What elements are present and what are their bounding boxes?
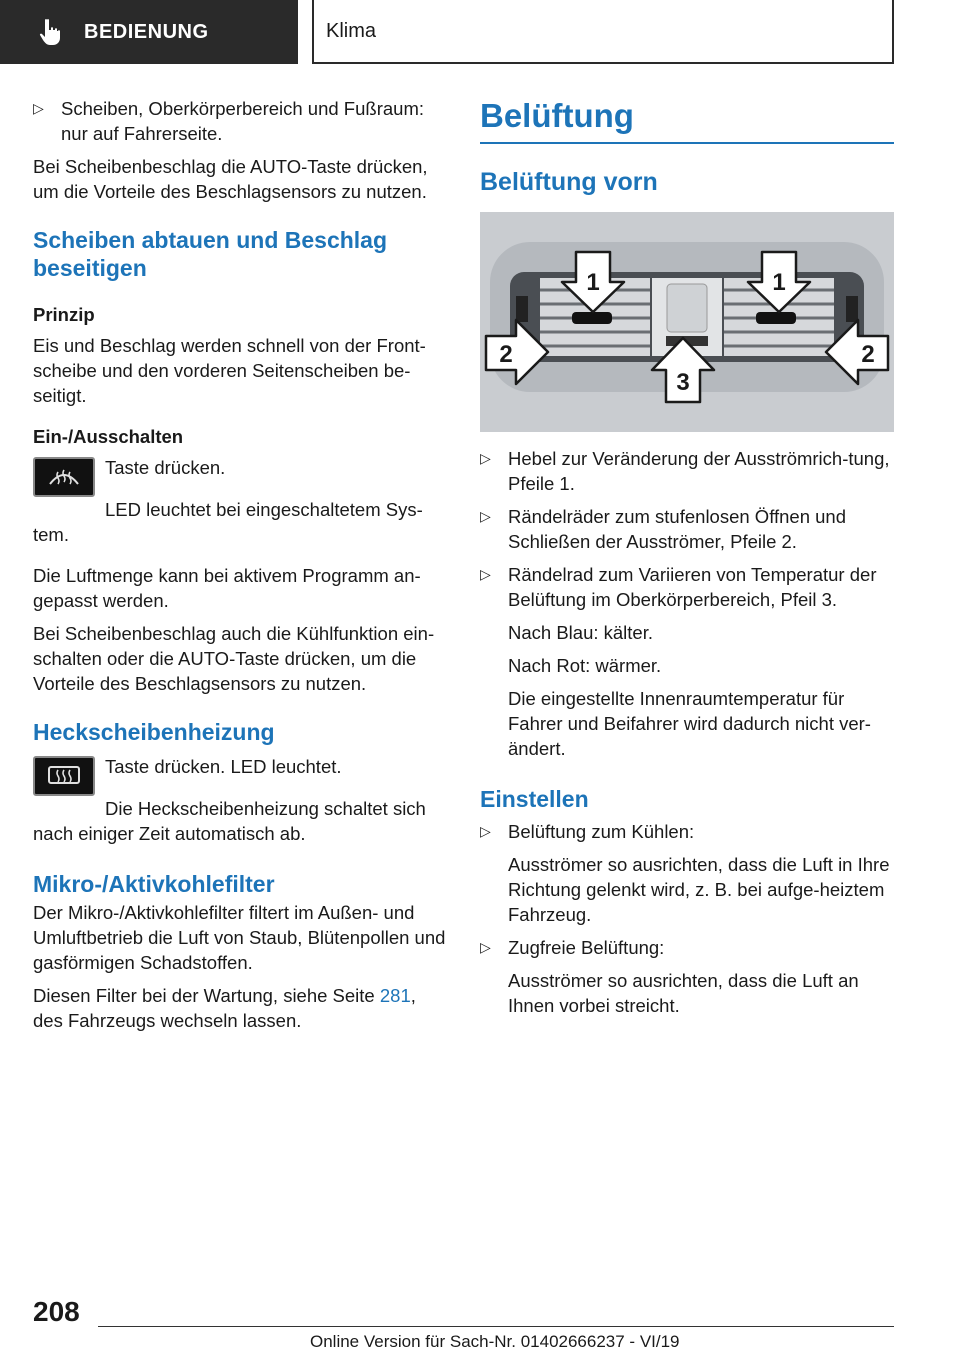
rear-defrost-button-image (33, 756, 95, 796)
bullet-triangle-icon: ▷ (480, 823, 491, 839)
heading-filter: Mikro-/Aktivkohlefilter (33, 871, 275, 897)
bullet-triangle-icon: ▷ (480, 450, 491, 466)
heading-einstellen: Einstellen (480, 786, 589, 812)
list-item (480, 819, 894, 844)
paragraph: Nach Blau: kälter. (508, 622, 653, 643)
paragraph: Eis und Beschlag werden schnell von der Front-scheibe und den vorderen Seitenscheiben be-seitigt. (33, 335, 426, 406)
bullet-triangle-icon: ▷ (33, 100, 44, 116)
heading-abtauen: Scheiben abtauen und Beschlag beseitigen (33, 227, 388, 281)
bullet-triangle-icon: ▷ (480, 566, 491, 582)
section-tab (0, 0, 298, 64)
paragraph: Ausströmer so ausrichten, dass die Luft an Ihnen vorbei streicht. (508, 970, 859, 1016)
heading-prinzip: Prinzip (33, 304, 95, 325)
footer-text: Online Version für Sach-Nr. 01402666237 - VI/19 (310, 1332, 680, 1351)
bullet-text: Hebel zur Veränderung der Ausströmrich-tung, Pfeile 1. (508, 448, 890, 494)
bullet-triangle-icon: ▷ (480, 508, 491, 524)
defrost-button-row (33, 455, 448, 497)
list-item (33, 96, 448, 146)
rear-defrost-button-row (33, 754, 448, 796)
footer-divider (98, 1326, 894, 1327)
photo-label-3: 3 (676, 369, 690, 396)
instruction-text: Taste drücken. (105, 457, 226, 478)
text-span: , des Fahrzeugs wechseln lassen. (33, 985, 416, 1031)
paragraph: Die Heckscheibenheizung schaltet sich nach einiger Zeit automatisch ab. (33, 798, 426, 844)
section-label: BEDIENUNG (84, 20, 209, 43)
text-span: Diesen Filter bei der Wartung, siehe Seite (33, 985, 380, 1006)
chapter-header (312, 0, 894, 64)
right-column (480, 96, 894, 1018)
instruction-text: Taste drücken. LED leuchtet. (105, 756, 342, 777)
paragraph: Die eingestellte Innenraumtemperatur für Fahrer und Beifahrer wird dadurch nicht ver-ändert. (508, 688, 871, 759)
page-number: 208 (33, 1296, 80, 1327)
rear-defrost-icon (44, 763, 84, 789)
front-vents-photo (480, 212, 894, 432)
bullet-text: Belüftung zum Kühlen: (508, 821, 695, 842)
page-link-281[interactable]: 281 (379, 985, 411, 1006)
paragraph: Bei Scheibenbeschlag auch die Kühlfunktion ein-schalten oder die AUTO-Taste drücken, um die Vorteile des Beschlagsensors zu nutzen. (33, 623, 435, 694)
front-defrost-icon (44, 464, 84, 490)
bullet-text: Rändelräder zum stufenlosen Öffnen und Schließen der Ausströmer, Pfeile 2. (508, 506, 847, 552)
front-defrost-button-image (33, 457, 95, 497)
pointing-hand-icon (38, 18, 64, 46)
list-item (480, 446, 894, 496)
bullet-triangle-icon: ▷ (480, 939, 491, 955)
photo-label-1: 1 (586, 269, 600, 296)
photo-label-2: 2 (499, 341, 513, 368)
bullet-text: Scheiben, Oberkörperbereich und Fußraum: nur auf Fahrerseite. (61, 98, 424, 144)
bullet-text: Zugfreie Belüftung: (508, 937, 665, 958)
paragraph: Nach Rot: wärmer. (508, 655, 662, 676)
bullet-text: Rändelrad zum Variieren von Temperatur der Belüftung im Oberkörperbereich, Pfeil 3. (508, 564, 877, 610)
heading-belueftung-vorn: Belüftung vorn (480, 168, 658, 196)
photo-label-2: 2 (861, 341, 875, 368)
photo-label-1: 1 (772, 269, 786, 296)
heading-belueftung: Belüftung (480, 96, 894, 144)
heading-ein-aus: Ein-/Ausschalten (33, 426, 184, 447)
paragraph: LED leuchtet bei eingeschaltetem Sys-tem. (33, 499, 423, 545)
list-item (480, 504, 894, 554)
paragraph: Ausströmer so ausrichten, dass die Luft in Ihre Richtung gelenkt wird, z. B. bei aufge-heiztem Fahrzeug. (508, 854, 890, 925)
heading-heckscheibenheizung: Heckscheibenheizung (33, 719, 275, 745)
list-item (480, 562, 894, 612)
paragraph: Die Luftmenge kann bei aktivem Programm an-gepasst werden. (33, 565, 421, 611)
paragraph (33, 983, 448, 1033)
chapter-title: Klima (326, 19, 377, 42)
left-column (33, 96, 448, 1033)
list-item (480, 935, 894, 960)
paragraph: Bei Scheibenbeschlag die AUTO-Taste drücken, um die Vorteile des Beschlagsensors zu nutzen. (33, 156, 428, 202)
paragraph: Der Mikro-/Aktivkohlefilter filtert im Außen- und Umluftbetrieb die Luft von Staub, Blütenpollen und gasförmigen Schadstoffen. (33, 902, 446, 973)
